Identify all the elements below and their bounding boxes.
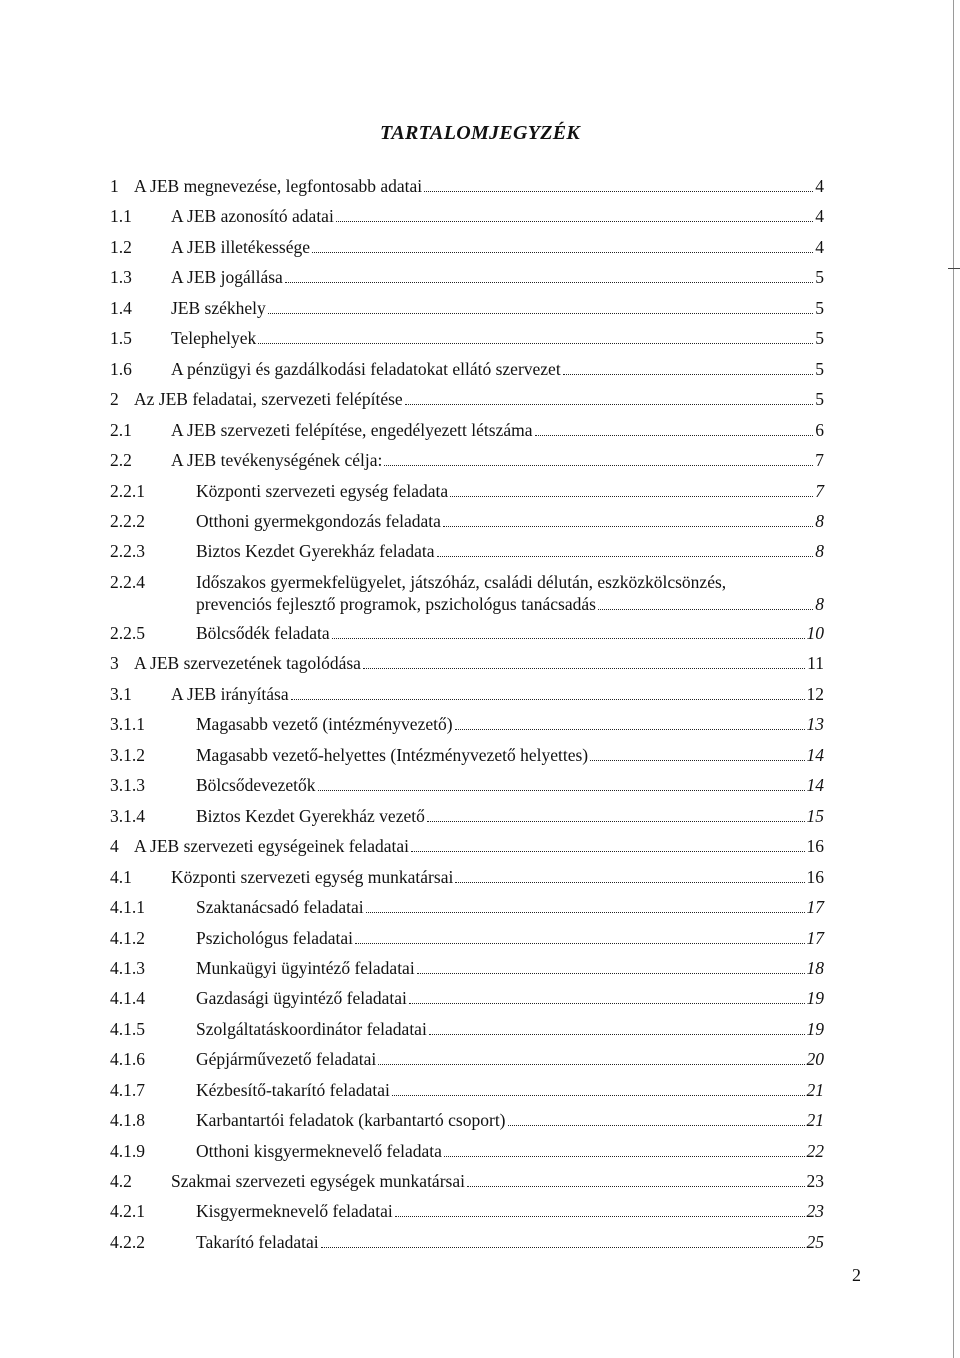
toc-entry-page: 17 xyxy=(806,928,824,948)
page-number: 2 xyxy=(852,1265,861,1285)
toc-entry-number: 2 xyxy=(110,389,119,409)
dot-leader xyxy=(535,435,814,436)
toc-entry-title: Szaktanácsadó feladatai xyxy=(196,897,364,917)
toc-entry-number: 2.2 xyxy=(110,450,132,470)
dot-leader xyxy=(417,973,805,974)
toc-entry-number: 2.2.2 xyxy=(110,511,145,531)
toc-entry-title: A JEB szervezetének tagolódása xyxy=(134,653,361,673)
toc-entry-number: 4.1.2 xyxy=(110,928,145,948)
toc-entry-page: 17 xyxy=(806,897,824,917)
toc-entry-title: JEB székhely xyxy=(171,298,266,318)
toc-entry-number: 2.2.5 xyxy=(110,623,145,643)
toc-entry-title: A JEB megnevezése, legfontosabb adatai xyxy=(134,176,423,196)
dot-leader xyxy=(467,1186,805,1187)
toc-entry-page: 4 xyxy=(815,176,824,196)
dot-leader xyxy=(409,1003,805,1004)
toc-entry-page: 14 xyxy=(806,775,824,795)
toc-entry-title: Kisgyermeknevelő feladatai xyxy=(196,1201,393,1221)
toc-entry-page: 12 xyxy=(806,684,824,704)
toc-entry-page: 8 xyxy=(815,511,824,531)
toc-entry-title: A JEB szervezeti felépítése, engedélyezett létszáma xyxy=(171,420,533,440)
dot-leader xyxy=(424,191,813,192)
toc-entry-number: 2.1 xyxy=(110,420,132,440)
dot-leader xyxy=(405,404,814,405)
page-edge-line xyxy=(953,0,954,1358)
toc-entry-number: 4 xyxy=(110,836,119,856)
toc-entry-number: 1.2 xyxy=(110,237,132,257)
dot-leader xyxy=(332,638,805,639)
toc-entry-number: 3.1.3 xyxy=(110,775,145,795)
toc-entry-page: 16 xyxy=(806,867,824,887)
toc-entry-page: 5 xyxy=(815,389,824,409)
dot-leader xyxy=(437,556,814,557)
dot-leader xyxy=(285,282,813,283)
toc-entry-number: 3.1 xyxy=(110,684,132,704)
toc-entry-page: 23 xyxy=(806,1201,824,1221)
toc-entry[interactable] xyxy=(110,571,824,615)
toc-entry-title: Központi szervezeti egység feladata xyxy=(196,481,449,501)
toc-entry-title: Magasabb vezető (intézményvezető) xyxy=(196,714,453,734)
toc-entry-page: 5 xyxy=(815,328,824,348)
dot-leader xyxy=(444,1156,805,1157)
dot-leader xyxy=(395,1216,805,1217)
dot-leader xyxy=(363,668,805,669)
toc-entry-number: 4.1.1 xyxy=(110,897,145,917)
toc-entry-number: 4.2.1 xyxy=(110,1201,145,1221)
dot-leader xyxy=(268,313,813,314)
toc-entry-title: Gépjárművezető feladatai xyxy=(196,1049,377,1069)
dot-leader xyxy=(318,790,805,791)
dot-leader xyxy=(312,252,813,253)
toc-entry-title: A JEB jogállása xyxy=(171,267,283,287)
toc-entry-title: A JEB azonosító adatai xyxy=(171,206,334,226)
toc-entry-title: Gazdasági ügyintéző feladatai xyxy=(196,988,407,1008)
margin-tick xyxy=(948,268,960,269)
toc-entry-number: 4.2.2 xyxy=(110,1232,145,1252)
dot-leader xyxy=(450,496,813,497)
toc-entry-title: Bölcsődevezetők xyxy=(196,775,316,795)
dot-leader xyxy=(291,699,805,700)
toc-entry-title: Takarító feladatai xyxy=(196,1232,319,1252)
toc-entry-title: Pszichológus feladatai xyxy=(196,928,353,948)
toc-entry-title: Otthoni kisgyermeknevelő feladata xyxy=(196,1141,442,1161)
toc-entry-page: 14 xyxy=(806,745,824,765)
toc-entry-number: 3.1.4 xyxy=(110,806,145,826)
dot-leader xyxy=(598,609,813,610)
toc-entry-page: 5 xyxy=(815,359,824,379)
toc-entry-page: 4 xyxy=(815,237,824,257)
toc-entry-number: 1.1 xyxy=(110,206,132,226)
toc-entry-page: 22 xyxy=(806,1141,824,1161)
toc-entry-number: 1.5 xyxy=(110,328,132,348)
toc-entry-number: 4.1.6 xyxy=(110,1049,145,1069)
toc-entry-title: A JEB tevékenységének célja: xyxy=(171,450,383,470)
toc-entry-page: 6 xyxy=(815,420,824,440)
toc-entry-title: Karbantartói feladatok (karbantartó csoport) xyxy=(196,1110,506,1130)
toc-entry-page: 20 xyxy=(806,1049,824,1069)
toc-entry-number: 2.2.3 xyxy=(110,541,145,561)
toc-entry-page: 21 xyxy=(806,1110,824,1130)
toc-entry-number: 1.4 xyxy=(110,298,132,318)
toc-entry-page: 13 xyxy=(806,714,824,734)
toc-entry-page: 4 xyxy=(815,206,824,226)
toc-entry-title: A pénzügyi és gazdálkodási feladatokat ellátó szervezet xyxy=(171,359,561,379)
toc-entry-number: 4.2 xyxy=(110,1171,132,1191)
dot-leader xyxy=(258,343,813,344)
dot-leader xyxy=(321,1247,805,1248)
dot-leader xyxy=(563,374,814,375)
toc-entry-number: 1.3 xyxy=(110,267,132,287)
toc-entry-number: 2.2.1 xyxy=(110,481,145,501)
toc-entry-page: 5 xyxy=(815,298,824,318)
toc-entry-title: Szakmai szervezeti egységek munkatársai xyxy=(171,1171,465,1191)
toc-entry-title: Munkaügyi ügyintéző feladatai xyxy=(196,958,415,978)
page-title: TARTALOMJEGYZÉK xyxy=(379,122,581,144)
toc-entry-number: 3 xyxy=(110,653,119,673)
toc-entry-number: 2.2.4 xyxy=(110,572,145,592)
dot-leader xyxy=(508,1125,805,1126)
toc-entry-page: 19 xyxy=(806,1019,824,1039)
toc-entry-title: Biztos Kezdet Gyerekház feladata xyxy=(196,541,435,561)
toc-entry-title: Telephelyek xyxy=(171,328,257,348)
toc-entry-title: Kézbesítő-takarító feladatai xyxy=(196,1080,390,1100)
dot-leader xyxy=(455,882,804,883)
toc-entry-number: 4.1.4 xyxy=(110,988,145,1008)
toc-entry-page: 16 xyxy=(806,836,824,856)
toc-entry-number: 4.1.9 xyxy=(110,1141,145,1161)
toc-entry-number: 3.1.2 xyxy=(110,745,145,765)
dot-leader xyxy=(590,760,804,761)
dot-leader xyxy=(378,1064,804,1065)
toc-entry-page: 5 xyxy=(815,267,824,287)
dot-leader xyxy=(384,465,813,466)
toc-entry-page: 19 xyxy=(806,988,824,1008)
toc-entry-title: Időszakos gyermekfelügyelet, játszóház, családi délután, eszközkölcsönzés, xyxy=(196,572,727,592)
toc-entry-title: Magasabb vezető-helyettes (Intézményvezető helyettes) xyxy=(196,745,589,765)
toc-entry-title: Bölcsődék feladata xyxy=(196,623,330,643)
toc-entry-number: 4.1.7 xyxy=(110,1080,145,1100)
toc-entry-number: 4.1.3 xyxy=(110,958,145,978)
toc-entry-title: Szolgáltatáskoordinátor feladatai xyxy=(196,1019,427,1039)
dot-leader xyxy=(411,851,804,852)
toc-entry-number: 1.6 xyxy=(110,359,132,379)
toc-entry-number: 3.1.1 xyxy=(110,714,145,734)
dot-leader xyxy=(427,821,805,822)
toc-entry-number: 1 xyxy=(110,176,119,196)
toc-entry-page: 7 xyxy=(815,450,824,470)
toc-entry-page: 25 xyxy=(806,1232,824,1252)
dot-leader xyxy=(392,1095,805,1096)
toc-entry-title: A JEB szervezeti egységeinek feladatai xyxy=(134,836,410,856)
toc-entry-page: 8 xyxy=(815,541,824,561)
toc-entry-page: 21 xyxy=(806,1080,824,1100)
dot-leader xyxy=(443,526,813,527)
toc-entry-title: A JEB illetékessége xyxy=(171,237,311,257)
toc-entry-page: 10 xyxy=(806,623,824,643)
toc-entry-number: 4.1 xyxy=(110,867,132,887)
toc-entry-page: 11 xyxy=(807,653,824,673)
dot-leader xyxy=(336,221,813,222)
toc-entry-page: 23 xyxy=(806,1171,824,1191)
toc-entry-title: Otthoni gyermekgondozás feladata xyxy=(196,511,441,531)
dot-leader xyxy=(366,912,805,913)
toc-entry-title: A JEB irányítása xyxy=(171,684,289,704)
dot-leader xyxy=(355,943,805,944)
toc-entry-title: Az JEB feladatai, szervezeti felépítése xyxy=(134,389,403,409)
toc-entry-title: Központi szervezeti egység munkatársai xyxy=(171,867,454,887)
toc-entry-page: 15 xyxy=(806,806,824,826)
toc-entry-page: 7 xyxy=(815,481,824,501)
toc-entry-title: Biztos Kezdet Gyerekház vezető xyxy=(196,806,425,826)
toc-entry-page: 8 xyxy=(815,594,824,614)
dot-leader xyxy=(455,729,805,730)
toc-entry-page: 18 xyxy=(806,958,824,978)
toc-entry-number: 4.1.5 xyxy=(110,1019,145,1039)
dot-leader xyxy=(429,1034,805,1035)
toc-entry-title: prevenciós fejlesztő programok, pszichológus tanácsadás xyxy=(196,594,596,614)
toc-entry-number: 4.1.8 xyxy=(110,1110,145,1130)
